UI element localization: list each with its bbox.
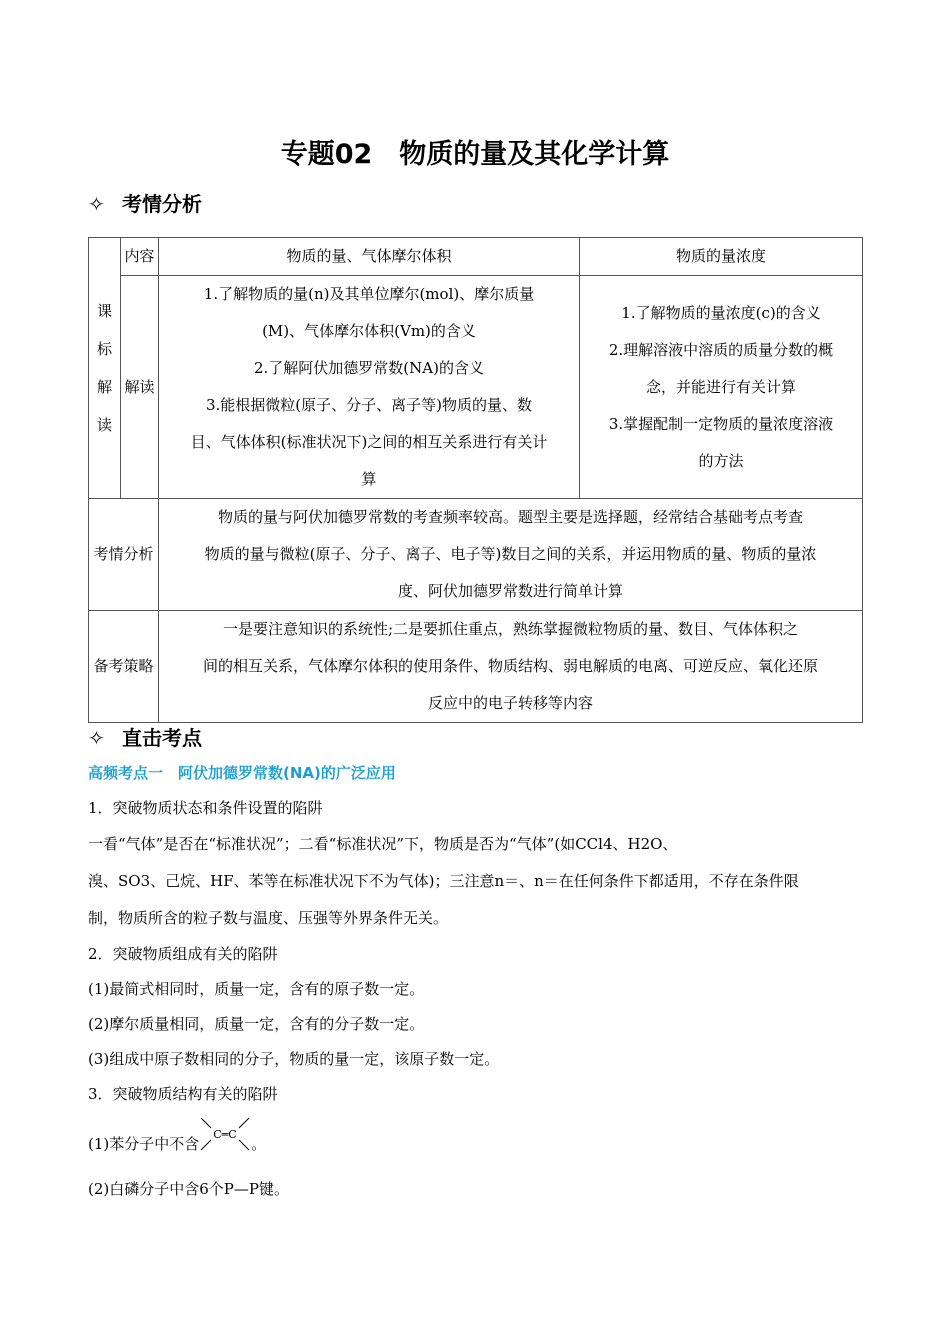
header-content: 内容 [121,238,159,276]
item2-line-1: (1)最简式相同时，质量一定，含有的原子数一定。 [88,980,425,998]
strategy-label: 备考策略 [89,611,159,723]
page-title: 专题02 物质的量及其化学计算 [280,139,670,170]
analysis-table [88,237,863,723]
section-points [88,722,202,751]
reading-label: 解读 [121,276,159,499]
reading-col1: 1.了解物质的量(n)及其单位摩尔(mol)、摩尔质量 (M)、气体摩尔体积(Vm)的含义 2.了解阿伏加德罗常数(NA)的含义 3.能根据微粒(原子、分子、离子等)物质的量、数 目、气体体积(标准状况下)之间的相互关系进行有关计 算 [159,276,580,499]
item3-title: 3．突破物质结构有关的陷阱 [88,1085,278,1103]
item1-text-2: 溴、SO3、己烷、HF、苯等在标准状况下不为气体)；三注意n＝、n＝在任何条件下都适用，不存在条件限 [88,872,799,890]
item2-title: 2．突破物质组成有关的陷阱 [88,945,278,963]
item2-line-3: (3)组成中原子数相同的分子，物质的量一定，该原子数一定。 [88,1050,500,1068]
item3-line-2: (2)白磷分子中含6个P—P键。 [88,1180,289,1198]
sparkle-icon: ✧ [88,192,105,216]
item2-line-2: (2)摩尔质量相同，质量一定，含有的分子数一定。 [88,1015,425,1033]
strategy-text: 一是要注意知识的系统性;二是要抓住重点，熟练掌握微粒物质的量、数目、气体体积之 间的相互关系，气体摩尔体积的使用条件、物质结构、弱电解质的电离、可逆反应、氧化还原 反应中的电子转移等内容 [159,611,863,723]
analysis-label: 考情分析 [89,499,159,611]
double-bond-structure [199,1116,251,1152]
item1-text-1: 一看“气体”是否在“标准状况”；二看“标准状况”下，物质是否为“气体”(如CCl4、H2O、 [88,835,678,853]
item3-line-1: (1)苯分子中不含 C═C 。 [88,1133,266,1154]
sparkle-icon: ✧ [88,726,105,750]
item1-title: 1．突破物质状态和条件设置的陷阱 [88,799,323,817]
section-analysis [88,188,202,217]
svg-text:C═C: C═C [213,1128,237,1141]
analysis-text: 物质的量与阿伏加德罗常数的考查频率较高。题型主要是选择题，经常结合基础考点考查 物质的量与微粒(原子、分子、离子、电子等)数目之间的关系，并运用物质的量、物质的量浓 度、阿伏加德罗常数进行简单计算 [159,499,863,611]
reading-col2: 1.了解物质的量浓度(c)的含义 2.理解溶液中溶质的质量分数的概 念，并能进行有关计算 3.掌握配制一定物质的量浓度溶液 的方法 [580,276,863,499]
section-points-label: 直击考点 [122,726,202,750]
header-col1: 物质的量、气体摩尔体积 [159,238,580,276]
side-label-cell: 课 标 解 读 [89,238,121,499]
item1-text-3: 制，物质所含的粒子数与温度、压强等外界条件无关。 [88,909,449,927]
header-col2: 物质的量浓度 [580,238,863,276]
section-analysis-label: 考情分析 [122,192,202,216]
point1-heading: 高频考点一 阿伏加德罗常数(NA)的广泛应用 [88,764,396,782]
